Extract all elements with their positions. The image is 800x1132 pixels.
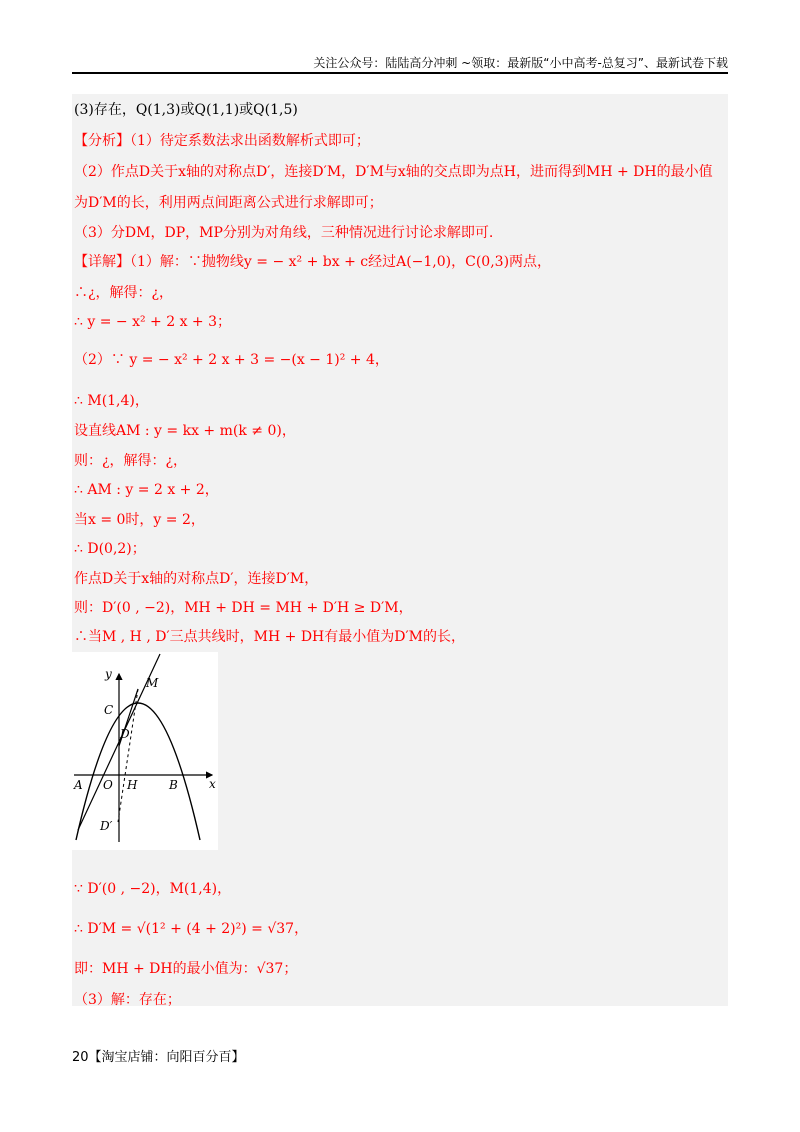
detail-line-7: 则：¿，解得：¿， — [74, 453, 188, 469]
label-c: C — [104, 703, 114, 717]
detail-line-2: ∴¿，解得：¿， — [74, 285, 174, 301]
detail-line-1: 【详解】（1）解：∵抛物线y = − x² + bx + c经过A(−1,0)，C(0,3)两点， — [74, 254, 552, 270]
label-d: D — [120, 727, 130, 741]
analysis-line-2: （2）作点D关于x轴的对称点D′，连接D′M，D′M与x轴的交点即为点H，进而得到MH + DH的最小值 — [74, 164, 713, 180]
parabola-figure — [72, 652, 218, 850]
detail-line-8: ∴ AM : y = 2 x + 2， — [74, 482, 219, 498]
detail-line-14: ∵ D′(0 , −2)，M(1,4)， — [74, 881, 232, 897]
detail-line-10: ∴ D(0,2)； — [74, 541, 146, 557]
page-footer — [72, 1046, 245, 1065]
detail-line-11: 作点D关于x轴的对称点D′，连接D′M， — [74, 571, 319, 587]
answer-line: (3)存在，Q(1,3)或Q(1,1)或Q(1,5) — [74, 102, 298, 118]
page-number: 20 — [72, 1050, 89, 1065]
parabola-curve — [76, 703, 200, 840]
parabola-diagram — [72, 652, 218, 850]
label-x: x — [209, 777, 216, 791]
analysis-line-4: （3）分DM，DP，MP分别为对角线，三种情况进行讨论求解即可. — [74, 225, 494, 241]
label-a: A — [74, 778, 83, 792]
detail-line-5: ∴ M(1,4)， — [74, 393, 149, 409]
detail-line-9: 当x = 0时，y = 2， — [74, 512, 205, 528]
shop-label: 【淘宝店铺：向阳百分百】 — [88, 1050, 245, 1065]
detail-line-15: ∴ D′M = √(1² + (4 + 2)²) = √37， — [74, 921, 309, 937]
detail-line-17: （3）解：存在； — [74, 992, 181, 1008]
analysis-line-1: 【分析】（1）待定系数法求出函数解析式即可； — [74, 133, 370, 149]
detail-line-12: 则：D′(0 , −2)，MH + DH = MH + D′H ≥ D′M， — [74, 600, 413, 616]
analysis-line-3: 为D′M的长，利用两点间距离公式进行求解即可； — [74, 195, 383, 211]
label-o: O — [103, 778, 113, 792]
detail-line-6: 设直线AM : y = kx + m(k ≠ 0)， — [74, 423, 296, 439]
detail-line-16: 即：MH + DH的最小值为：√37； — [74, 961, 298, 977]
label-dprime: D′ — [100, 819, 113, 833]
label-m: M — [146, 676, 159, 690]
label-b: B — [169, 778, 178, 792]
detail-line-4: （2）∵ y = − x² + 2 x + 3 = −(x − 1)² + 4， — [74, 352, 389, 368]
detail-line-13: ∴当M , H , D′三点共线时，MH + DH有最小值为D′M的长， — [74, 629, 465, 645]
header-divider — [72, 72, 728, 74]
label-h: H — [127, 778, 138, 792]
page-header: 关注公众号：陆陆高分冲刺 ~领取：最新版“小中高考-总复习”、最新试卷下载 — [313, 56, 728, 70]
label-y: y — [105, 667, 112, 681]
dashed-dpm — [118, 689, 138, 822]
detail-line-3: ∴ y = − x² + 2 x + 3； — [74, 314, 232, 330]
